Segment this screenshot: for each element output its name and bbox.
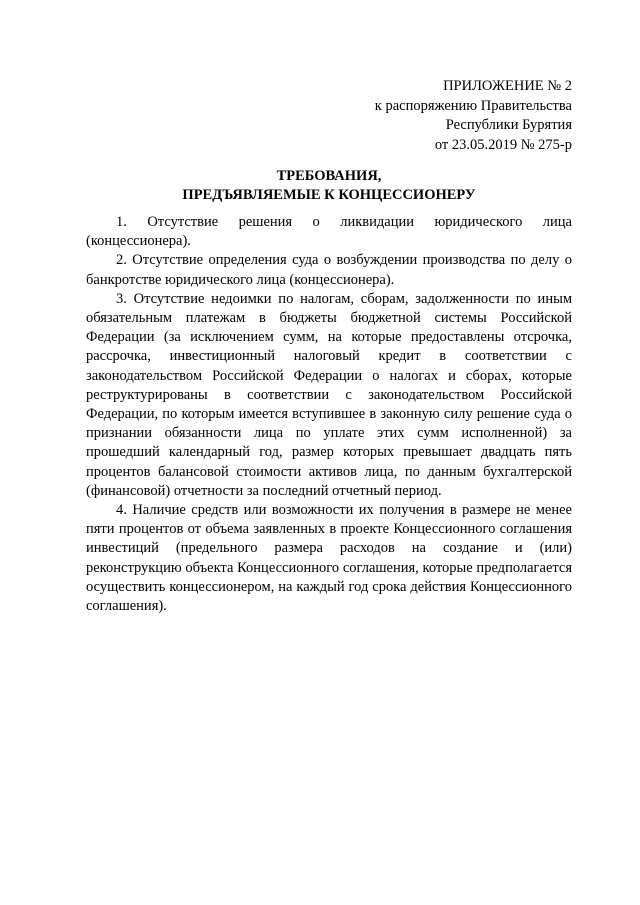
appendix-header (375, 77, 572, 155)
appendix-region: Республики Бурятия (445, 117, 572, 133)
title-line-2: ПРЕДЪЯВЛЯЕМЫЕ К КОНЦЕССИОНЕРУ (182, 187, 476, 203)
requirement-paragraph-1: 1. Отсутствие решения о ликвидации юридического лица (концессионера). (86, 214, 572, 250)
appendix-number: ПРИЛОЖЕНИЕ № 2 (443, 78, 572, 94)
requirement-paragraph-3: 3. Отсутствие недоимки по налогам, сборам, задолженности по иным обязательным платежам в бюджеты бюджетной системы Российской Федерации (за исключением сумм, на которые предоставлены отсрочка, рассрочка, инвестиционный налоговый кредит в соответствии с законодательством Российской Федерации о налогах и сборах, которые реструктурированы в соответствии с законодательством Российской Федерации, по которым имеется вступившее в законную силу решение суда о признании обязанности лица по уплате этих сумм исполненной) за прошедший календарный год, размер которых превышает двадцать пять процентов балансовой стоимости активов лица, по данным бухгалтерской (финансовой) отчетности за последний отчетный период. (86, 290, 572, 499)
title-line-1: ТРЕБОВАНИЯ, (276, 168, 382, 184)
appendix-date: от 23.05.2019 № 275-р (434, 136, 572, 153)
requirement-paragraph-4: 4. Наличие средств или возможности их получения в размере не менее пяти процентов от объема заявленных в проекте Концессионного соглашения инвестиций (предельного размера расходов на создание и (или) реконструкцию объекта Концессионного соглашения, которые предполагается осуществить концессионером, на каждый год срока действия Концессионного соглашения). (86, 502, 572, 615)
document-title (86, 167, 572, 205)
requirements-body (86, 213, 572, 616)
appendix-order-ref: к распоряжению Правительства (374, 97, 572, 114)
requirement-paragraph-2: 2. Отсутствие определения суда о возбуждении производства по делу о банкротстве юридического лица (концессионера). (86, 252, 572, 288)
